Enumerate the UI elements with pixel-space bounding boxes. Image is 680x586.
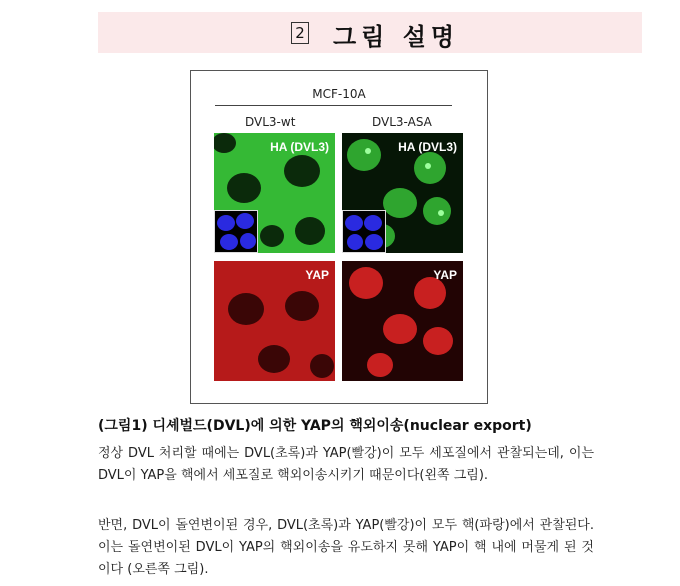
section-title: 그림 설명 <box>333 23 460 51</box>
panel-label-yap: YAP <box>305 268 329 282</box>
panel-label-ha: HA (DVL3) <box>398 140 457 154</box>
header-rule <box>215 105 452 106</box>
panel-label-yap: YAP <box>433 268 457 282</box>
section-number: 2 <box>291 22 309 44</box>
panel-dvl3-wt-yap <box>214 261 335 381</box>
dapi-inset-asa <box>342 210 386 253</box>
column-label-wt: DVL3-wt <box>245 115 296 129</box>
figure-caption: (그림1) 디셰벌드(DVL)에 의한 YAP의 핵외이송(nuclear export) <box>98 418 532 434</box>
cell-line-label: MCF-10A <box>312 87 366 101</box>
paragraph-2: 반면, DVL이 돌연변이된 경우, DVL(초록)과 YAP(빨강)이 모두 핵(파랑)에서 관찰된다. 이는 돌연변이된 DVL이 YAP의 핵외이송을 유도하지 못해 YAP이 핵 내에 머물게 된 것이다 (오른쪽 그림). <box>98 518 594 577</box>
panel-dvl3-asa-yap <box>342 261 463 381</box>
dapi-inset-wt <box>214 210 258 253</box>
panel-dvl3-wt-ha <box>214 133 335 253</box>
microscopy-figure <box>190 70 488 404</box>
panel-dvl3-asa-ha <box>342 133 463 253</box>
column-label-asa: DVL3-ASA <box>372 115 432 129</box>
panel-label-ha: HA (DVL3) <box>270 140 329 154</box>
paragraph-1: 정상 DVL 처리할 때에는 DVL(초록)과 YAP(빨강)이 모두 세포질에서 관찰되는데, 이는 DVL이 YAP을 핵에서 세포질로 핵외이송시키기 때문이다(왼쪽 그림). <box>98 446 594 483</box>
